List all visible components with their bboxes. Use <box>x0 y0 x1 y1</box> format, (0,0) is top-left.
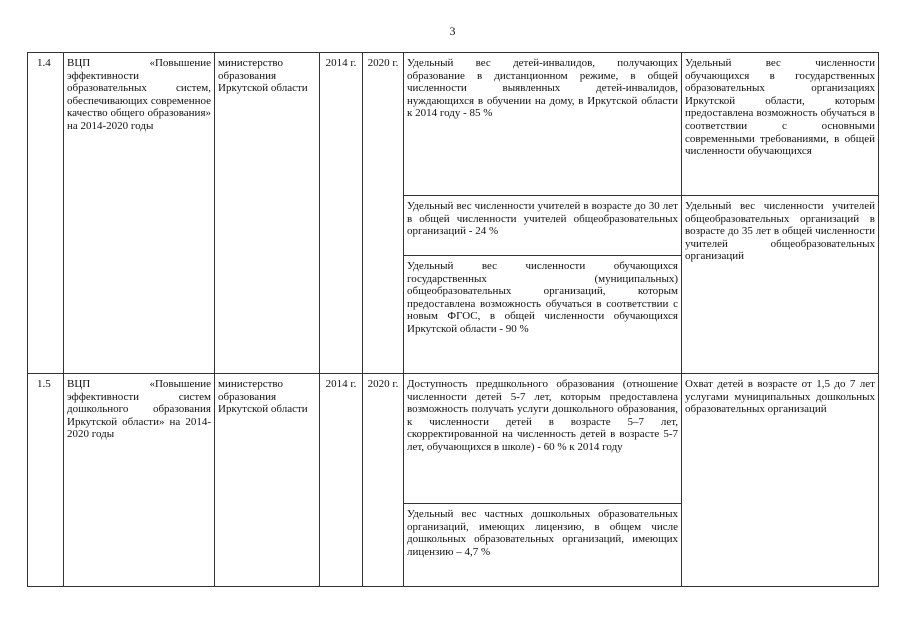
program-name: ВЦП «Повышение эффективности систем дошкольного образования Иркутской области» на 2014-2020 годы <box>64 374 215 587</box>
row-number: 1.4 <box>28 53 64 374</box>
indicator: Доступность предшкольного образования (отношение численности детей 5-7 лет, которым предоставлена возможность получать услуги дошкольного образования, к численности детей в возрасте 5–7 лет, скорректированной на численность детей в возрасте 5-7 лет, обучающихся в школе) - 60 % к 2014 году <box>404 374 682 504</box>
row-number: 1.5 <box>28 374 64 587</box>
start-year: 2014 г. <box>320 53 363 374</box>
target: Охват детей в возрасте от 1,5 до 7 лет услугами муниципальных дошкольных образовательных организаций <box>682 374 879 587</box>
indicator: Удельный вес численности обучающихся государственных (муниципальных) общеобразовательных организаций, которым предоставлена возможность обучаться в соответствии с новым ФГОС, в общей численности обучающихся Иркутской области - 90 % <box>404 256 682 374</box>
executor: министерство образования Иркутской области <box>215 53 320 374</box>
indicator: Удельный вес численности учителей в возрасте до 30 лет в общей численности учителей общеобразовательных организаций - 24 % <box>404 196 682 256</box>
indicator: Удельный вес частных дошкольных образовательных организаций, имеющих лицензию, в общем числе дошкольных образовательных организаций, имеющих лицензию – 4,7 % <box>404 504 682 587</box>
end-year: 2020 г. <box>363 53 404 374</box>
target: Удельный вес численности учителей общеобразовательных организаций в возрасте до 35 лет в общей численности учителей общеобразовательных организаций <box>682 196 879 374</box>
program-name: ВЦП «Повышение эффективности образовательных систем, обеспечивающих современное качество общего образования» на 2014-2020 годы <box>64 53 215 374</box>
executor: министерство образования Иркутской области <box>215 374 320 587</box>
program-table <box>27 52 879 587</box>
end-year: 2020 г. <box>363 374 404 587</box>
page-number: 3 <box>449 24 456 38</box>
target: Удельный вес численности обучающихся в государственных образовательных организациях Иркутской области, которым предоставлена возможность обучаться в соответствии с основными современными требованиями, в общей численности обучающихся <box>682 53 879 196</box>
indicator: Удельный вес детей-инвалидов, получающих образование в дистанционном режиме, в общей численности выявленных детей-инвалидов, нуждающихся в обучении на дому, в Иркутской области к 2014 году - 85 % <box>404 53 682 196</box>
start-year: 2014 г. <box>320 374 363 587</box>
